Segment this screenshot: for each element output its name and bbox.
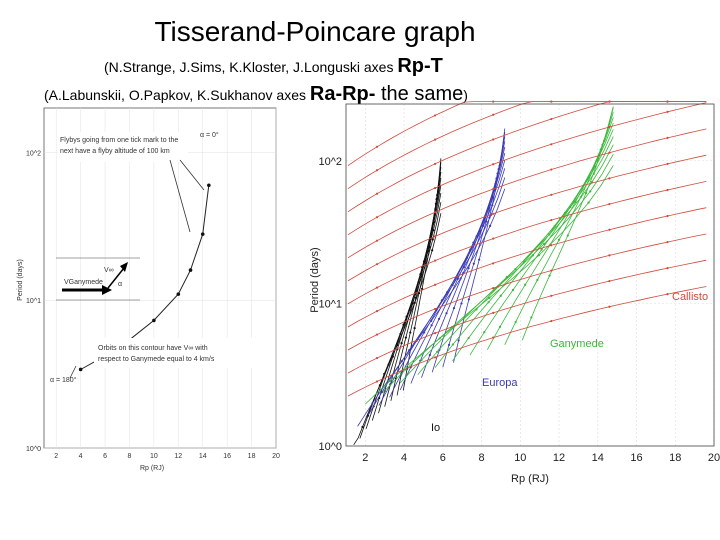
europa-marker bbox=[479, 230, 481, 232]
callisto-marker bbox=[666, 111, 668, 113]
callisto-marker bbox=[492, 287, 494, 289]
io-marker bbox=[431, 249, 433, 251]
callisto-contour bbox=[348, 155, 706, 281]
callisto-marker bbox=[434, 187, 436, 189]
callisto-marker bbox=[666, 241, 668, 243]
alpha-top-label: α = 0° bbox=[200, 132, 219, 139]
callisto-marker bbox=[434, 259, 436, 261]
callisto-marker bbox=[608, 203, 610, 205]
callisto-marker bbox=[550, 194, 552, 196]
ganymede-marker bbox=[499, 326, 501, 328]
callisto-marker bbox=[666, 189, 668, 191]
right-ylabel: Period (days) bbox=[309, 247, 321, 313]
bottom-annotation-line1: Orbits on this contour have V∞ with bbox=[98, 345, 208, 352]
callisto-marker bbox=[666, 100, 668, 102]
callisto-marker bbox=[434, 284, 436, 286]
annotation-arrow-2 bbox=[180, 160, 204, 190]
io-marker bbox=[415, 297, 417, 299]
callisto-marker bbox=[434, 356, 436, 358]
callisto-marker bbox=[550, 320, 552, 322]
left-x-tick-label: 2 bbox=[54, 453, 59, 460]
callisto-marker bbox=[608, 280, 610, 282]
ganymede-marker bbox=[589, 190, 591, 192]
page-title: Tisserand-Poincare graph bbox=[154, 16, 476, 47]
velocity-inset bbox=[56, 258, 140, 300]
callisto-marker bbox=[550, 269, 552, 271]
europa-marker bbox=[473, 263, 475, 265]
ganymede-marker bbox=[463, 317, 465, 319]
europa-marker bbox=[431, 324, 433, 326]
ganymede-label: Ganymede bbox=[550, 338, 604, 350]
callisto-marker bbox=[434, 235, 436, 237]
callisto-marker bbox=[376, 310, 378, 312]
left-x-tick-label: 8 bbox=[127, 453, 132, 460]
europa-marker bbox=[438, 318, 440, 320]
inset-vinf-label: V∞ bbox=[104, 267, 114, 274]
callisto-marker bbox=[492, 237, 494, 239]
bottom-annotation-line2: respect to Ganymede equal to 4 km/s bbox=[98, 356, 215, 363]
europa-marker bbox=[371, 402, 373, 404]
subtitle-line-1-axes: Rp-T bbox=[397, 55, 443, 77]
europa-marker bbox=[499, 164, 501, 166]
right-x-tick-label: 2 bbox=[362, 452, 369, 464]
europa-marker bbox=[468, 298, 470, 300]
europa-marker bbox=[423, 331, 425, 333]
right-xlabel: Rp (RJ) bbox=[511, 473, 549, 485]
io-label: Io bbox=[431, 422, 441, 434]
ganymede-marker bbox=[567, 234, 569, 236]
callisto-contour bbox=[348, 102, 706, 189]
callisto-marker bbox=[376, 216, 378, 218]
right-chart bbox=[309, 100, 720, 485]
ganymede-marker bbox=[468, 337, 470, 339]
right-x-tick-label: 8 bbox=[478, 452, 485, 464]
callisto-marker bbox=[492, 100, 494, 102]
left-y-tick-label: 10^2 bbox=[26, 150, 41, 158]
callisto-marker bbox=[376, 287, 378, 289]
subtitle-line-2-axes: Ra-Rp- bbox=[309, 83, 376, 105]
top-annotation-line2: next have a flyby altitude of 100 km bbox=[60, 148, 170, 155]
callisto-marker bbox=[550, 143, 552, 145]
ganymede-marker bbox=[587, 202, 589, 204]
left-ylabel: Period (days) bbox=[17, 259, 24, 301]
europa-marker bbox=[485, 220, 487, 222]
left-y-tick-label: 10^0 bbox=[26, 446, 41, 453]
europa-marker bbox=[457, 278, 459, 280]
callisto-marker bbox=[550, 168, 552, 170]
io-marker bbox=[405, 336, 407, 338]
europa-marker bbox=[453, 307, 455, 309]
callisto-marker bbox=[666, 163, 668, 165]
ganymede-marker bbox=[569, 206, 571, 208]
callisto-marker bbox=[492, 163, 494, 165]
callisto-marker bbox=[550, 219, 552, 221]
io-marker bbox=[436, 194, 438, 196]
io-marker bbox=[418, 292, 420, 294]
europa-contour bbox=[390, 160, 505, 397]
left-x-tick-label: 16 bbox=[223, 453, 232, 460]
right-plot-frame bbox=[346, 104, 714, 446]
europa-marker bbox=[489, 225, 491, 227]
europa-marker bbox=[467, 267, 469, 269]
ganymede-marker bbox=[436, 351, 438, 353]
io-marker bbox=[432, 238, 434, 240]
io-marker bbox=[400, 342, 402, 344]
callisto-marker bbox=[550, 244, 552, 246]
right-x-tick-label: 4 bbox=[401, 452, 408, 464]
left-data-point bbox=[189, 268, 193, 272]
vganymede-arrowhead bbox=[102, 285, 112, 295]
ganymede-marker bbox=[580, 196, 582, 198]
europa-marker bbox=[448, 344, 450, 346]
io-marker bbox=[387, 364, 389, 366]
europa-marker bbox=[488, 217, 490, 219]
right-x-tick-label: 18 bbox=[669, 452, 682, 464]
callisto-marker bbox=[492, 312, 494, 314]
right-x-tick-label: 6 bbox=[439, 452, 446, 464]
left-chart bbox=[17, 108, 280, 472]
europa-marker bbox=[482, 225, 484, 227]
right-x-tick-label: 20 bbox=[707, 452, 720, 464]
callisto-marker bbox=[376, 169, 378, 171]
europa-marker bbox=[458, 339, 460, 341]
right-x-tick-label: 12 bbox=[552, 452, 566, 464]
ganymede-marker bbox=[532, 254, 534, 256]
europa-contour bbox=[400, 153, 505, 390]
ganymede-marker bbox=[500, 295, 502, 297]
left-data-point bbox=[177, 292, 181, 296]
callisto-marker bbox=[608, 100, 610, 102]
ganymede-marker bbox=[483, 331, 485, 333]
left-data-point bbox=[79, 368, 83, 372]
callisto-marker bbox=[492, 188, 494, 190]
ganymede-marker bbox=[548, 275, 550, 277]
io-marker bbox=[361, 426, 363, 428]
ganymede-marker bbox=[523, 261, 525, 263]
subtitle-line-2-text: (A.Labunskii, O.Papkov, K.Sukhanov axes bbox=[44, 87, 310, 103]
callisto-marker bbox=[550, 118, 552, 120]
callisto-marker bbox=[492, 262, 494, 264]
left-data-point bbox=[152, 319, 156, 323]
ganymede-marker bbox=[530, 316, 532, 318]
callisto-marker bbox=[608, 152, 610, 154]
ganymede-marker bbox=[574, 201, 576, 203]
callisto-marker bbox=[550, 295, 552, 297]
bottom-annotation-box bbox=[94, 338, 274, 368]
io-marker bbox=[414, 327, 416, 329]
europa-marker bbox=[460, 302, 462, 304]
callisto-marker bbox=[608, 229, 610, 231]
inset-vg-label: VGanymede bbox=[64, 279, 103, 286]
callisto-marker bbox=[376, 240, 378, 242]
left-x-tick-label: 20 bbox=[272, 453, 280, 460]
callisto-label: Callisto bbox=[672, 291, 709, 303]
left-x-tick-label: 6 bbox=[103, 453, 108, 460]
callisto-contour bbox=[348, 103, 706, 235]
ganymede-marker bbox=[515, 321, 517, 323]
callisto-marker bbox=[666, 137, 668, 139]
callisto-marker bbox=[434, 114, 436, 116]
left-y-tick-label: 10^1 bbox=[26, 298, 41, 306]
left-data-point bbox=[201, 232, 205, 236]
callisto-marker bbox=[376, 263, 378, 265]
ganymede-marker bbox=[487, 301, 489, 303]
left-x-tick-label: 18 bbox=[247, 453, 256, 460]
io-marker bbox=[429, 246, 431, 248]
callisto-marker bbox=[492, 114, 494, 116]
subtitle-line-2-tail: the same bbox=[375, 83, 464, 105]
callisto-marker bbox=[434, 139, 436, 141]
subtitle-line-1-text: (N.Strange, J.Sims, K.Kloster, J.Longuski axes bbox=[104, 59, 398, 75]
callisto-marker bbox=[376, 193, 378, 195]
callisto-marker bbox=[666, 267, 668, 269]
inset-alpha-label: α bbox=[118, 281, 123, 288]
callisto-marker bbox=[376, 333, 378, 335]
callisto-marker bbox=[434, 163, 436, 165]
left-x-tick-label: 12 bbox=[174, 453, 183, 460]
europa-label: Europa bbox=[482, 377, 518, 389]
io-contour bbox=[372, 185, 441, 421]
callisto-marker bbox=[434, 332, 436, 334]
ganymede-marker bbox=[389, 380, 391, 382]
ganymede-marker bbox=[585, 192, 587, 194]
top-annotation-line1: Flybys going from one tick mark to the bbox=[60, 137, 179, 144]
callisto-contour bbox=[348, 208, 709, 327]
ganymede-contour bbox=[453, 123, 614, 361]
callisto-marker bbox=[376, 146, 378, 148]
ganymede-contour bbox=[470, 117, 613, 355]
callisto-marker bbox=[492, 213, 494, 215]
ganymede-contour bbox=[435, 129, 613, 367]
left-x-tick-label: 10 bbox=[149, 453, 158, 460]
left-x-tick-label: 4 bbox=[78, 453, 83, 460]
ganymede-marker bbox=[512, 289, 514, 291]
left-x-tick-label: 14 bbox=[198, 453, 207, 460]
callisto-marker bbox=[492, 337, 494, 339]
ganymede-marker bbox=[514, 268, 516, 270]
callisto-marker bbox=[608, 254, 610, 256]
callisto-marker bbox=[608, 126, 610, 128]
europa-contour bbox=[422, 141, 505, 377]
ganymede-marker bbox=[452, 343, 454, 345]
ganymede-marker bbox=[524, 284, 526, 286]
callisto-marker bbox=[376, 380, 378, 382]
callisto-marker bbox=[608, 177, 610, 179]
europa-marker bbox=[381, 391, 383, 393]
ganymede-marker bbox=[475, 308, 477, 310]
io-marker bbox=[392, 355, 394, 357]
callisto-marker bbox=[608, 306, 610, 308]
europa-marker bbox=[478, 259, 480, 261]
europa-marker bbox=[429, 354, 431, 356]
callisto-marker bbox=[434, 211, 436, 213]
right-y-tick-label: 10^0 bbox=[318, 441, 342, 453]
ganymede-marker bbox=[420, 359, 422, 361]
right-x-tick-label: 10 bbox=[514, 452, 527, 464]
europa-marker bbox=[445, 312, 447, 314]
left-data-point bbox=[207, 183, 211, 187]
ganymede-marker bbox=[558, 239, 560, 241]
callisto-contour bbox=[348, 181, 709, 304]
subtitle-line-2-close: ) bbox=[463, 87, 468, 103]
callisto-marker bbox=[666, 215, 668, 217]
left-xlabel: Rp (RJ) bbox=[139, 465, 165, 472]
callisto-marker bbox=[376, 357, 378, 359]
ganymede-marker bbox=[536, 279, 538, 281]
callisto-marker bbox=[434, 308, 436, 310]
right-x-tick-label: 14 bbox=[591, 452, 604, 464]
right-y-tick-label: 10^1 bbox=[318, 298, 342, 311]
ganymede-marker bbox=[541, 249, 543, 251]
io-marker bbox=[409, 331, 411, 333]
ganymede-marker bbox=[603, 140, 605, 142]
io-marker bbox=[412, 302, 414, 304]
alpha-bottom-label: α = 180° bbox=[50, 377, 77, 384]
europa-marker bbox=[446, 291, 448, 293]
europa-marker bbox=[451, 284, 453, 286]
callisto-marker bbox=[492, 138, 494, 140]
callisto-marker bbox=[550, 100, 552, 102]
right-y-tick-label: 10^2 bbox=[318, 155, 342, 168]
annotation-arrow-1 bbox=[170, 160, 190, 232]
right-x-tick-label: 16 bbox=[630, 452, 643, 464]
callisto-marker bbox=[666, 293, 668, 295]
